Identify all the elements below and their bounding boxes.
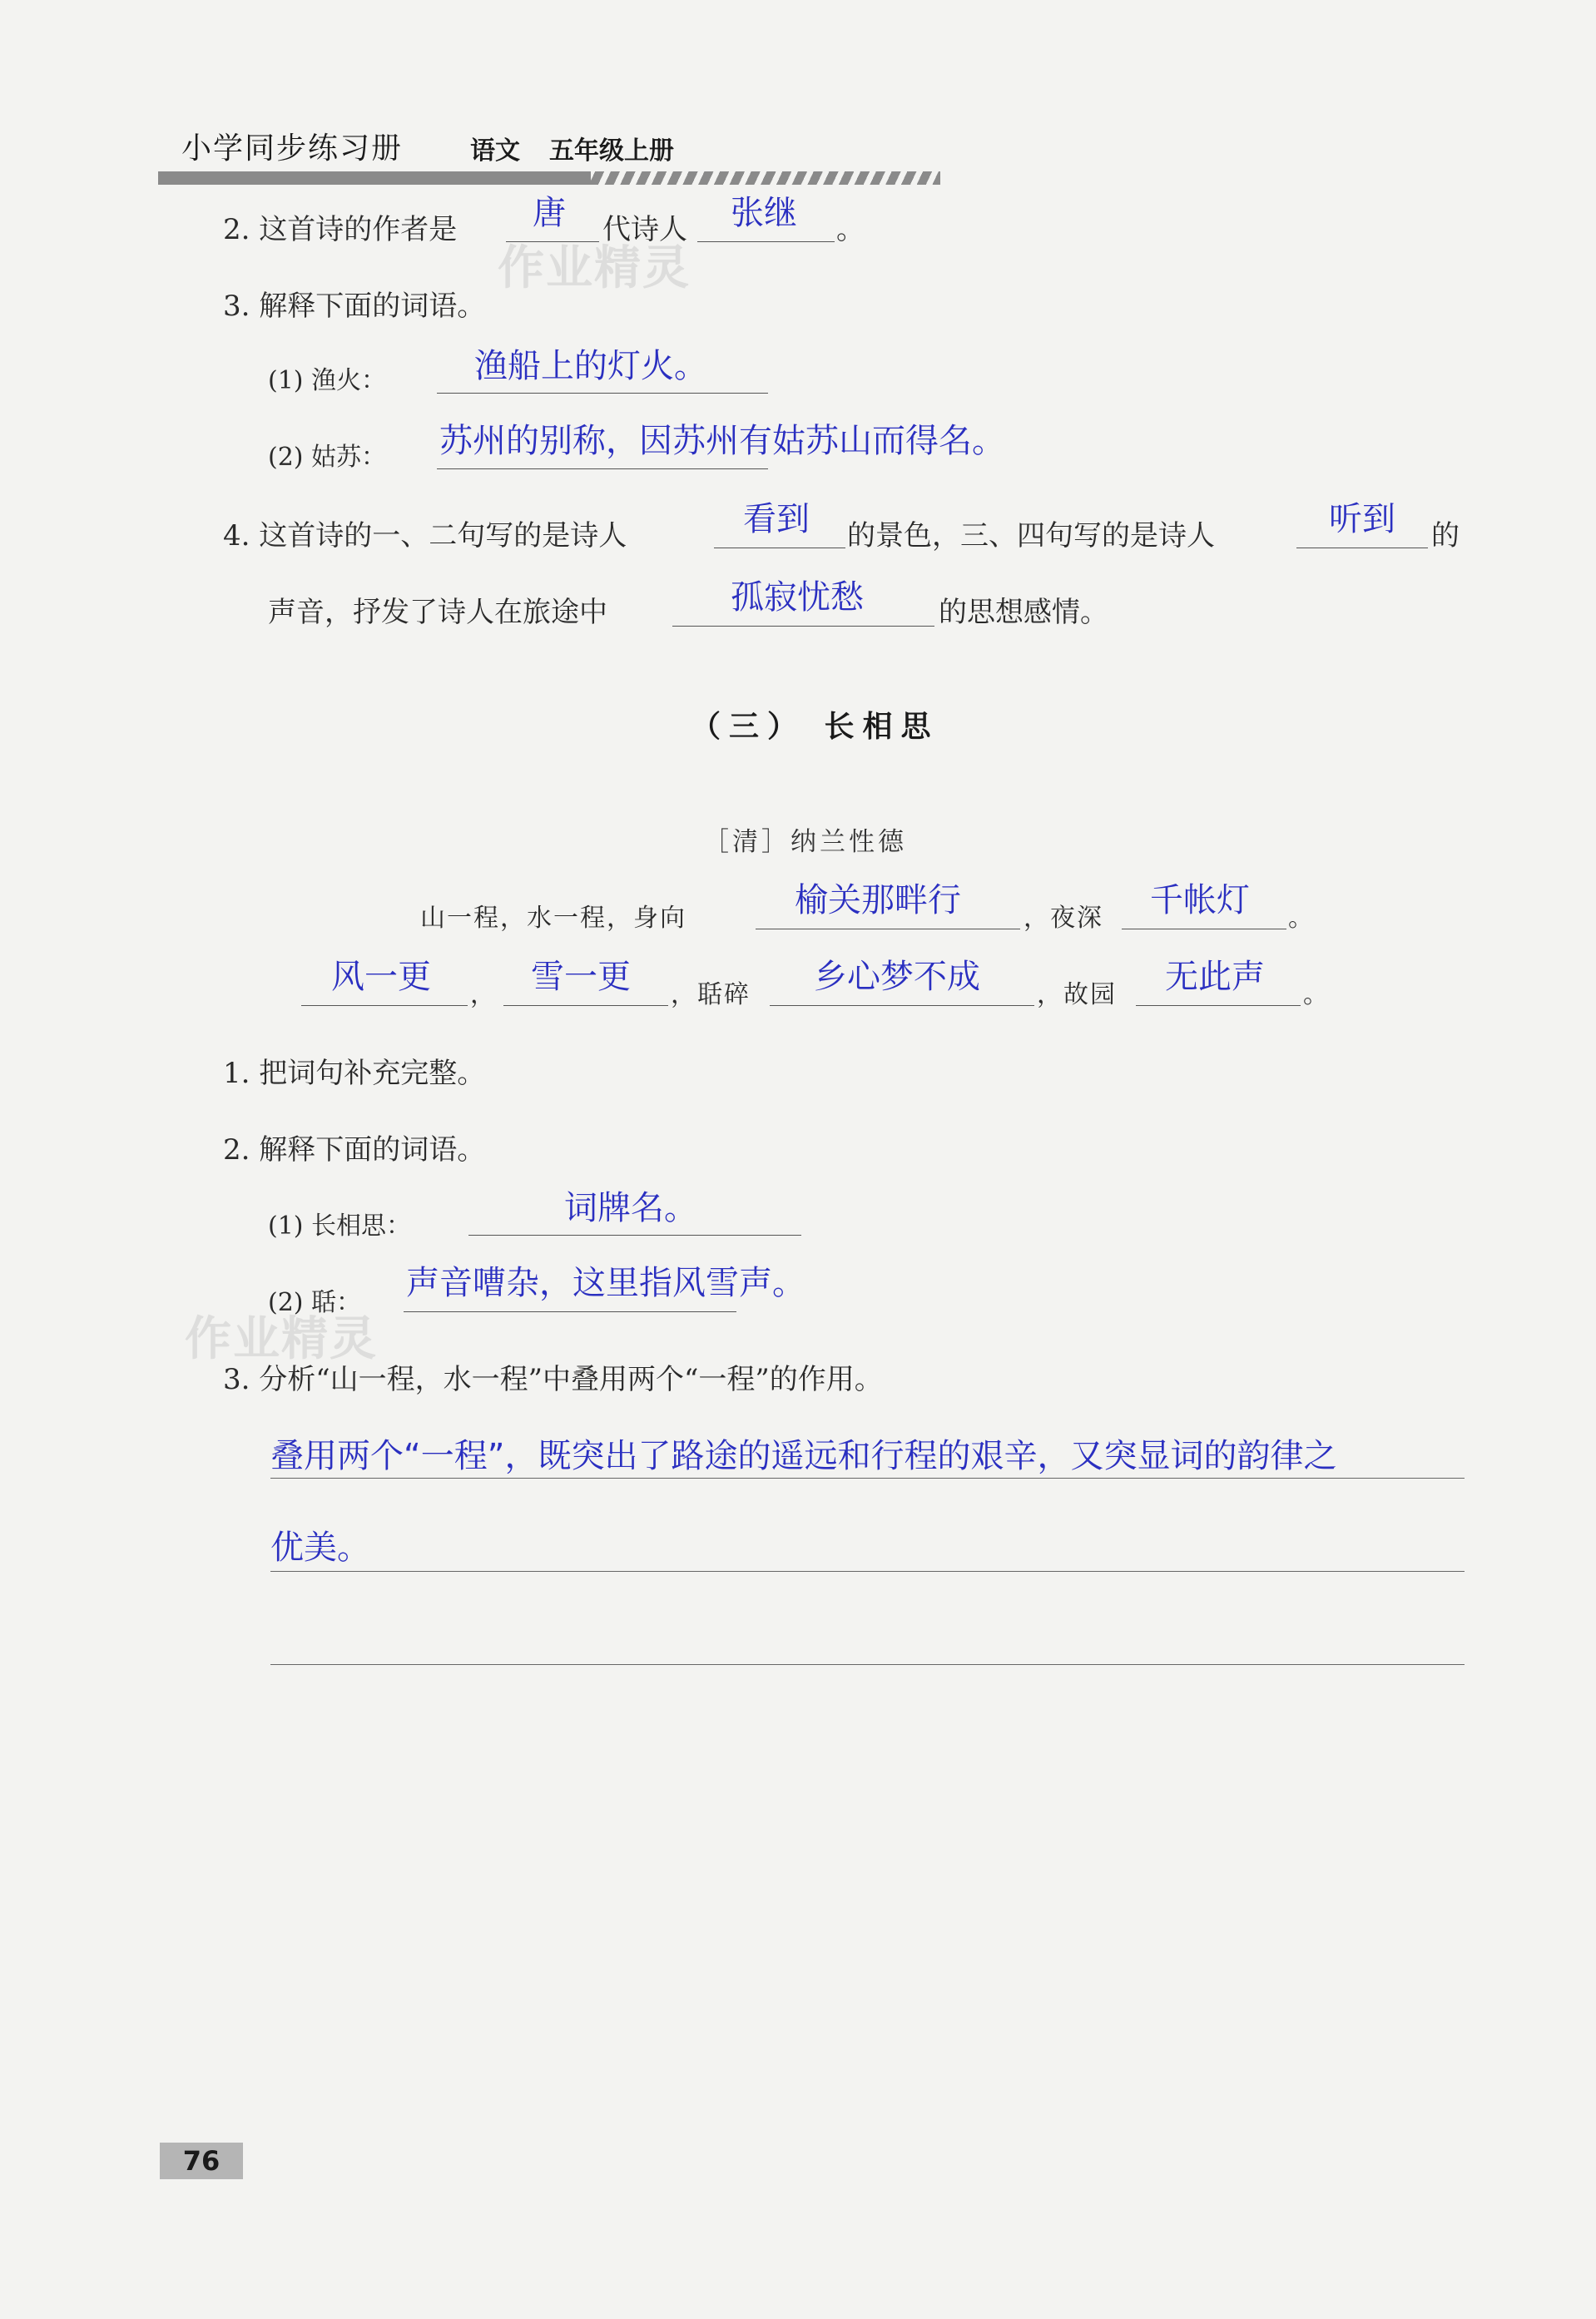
watermark: 作业精灵 <box>498 241 691 295</box>
answer-blank[interactable] <box>672 626 934 627</box>
poem-text: ，夜深 <box>1024 904 1103 933</box>
term-label: (1) 渔火： <box>268 366 387 395</box>
answer-text: 词牌名。 <box>564 1189 697 1227</box>
question-title: 3. 分析“山一程，水一程”中叠用两个“一程”的作用。 <box>223 1363 883 1396</box>
book-title: 小学同步练习册 <box>181 131 404 166</box>
section-heading: （三） 长相思 <box>691 709 939 744</box>
answer-blank[interactable] <box>404 1311 736 1312</box>
poem-author: ［清］纳兰性德 <box>703 827 907 857</box>
answer-text: 风一更 <box>331 958 431 996</box>
question-text: 的景色，三、四句写的是诗人 <box>847 519 1215 552</box>
answer-text: 叠用两个“一程”，既突出了路途的遥远和行程的艰辛，又突显词的韵律之 <box>270 1437 1337 1475</box>
term-label: (2) 聒： <box>268 1288 362 1317</box>
question-text: 的思想感情。 <box>939 596 1108 629</box>
poem-text: 。 <box>1288 904 1313 933</box>
question-text: 的 <box>1431 519 1460 552</box>
answer-blank[interactable] <box>468 1235 801 1236</box>
question-text: 2. 这首诗的作者是 <box>223 213 458 246</box>
question-text: 声音，抒发了诗人在旅途中 <box>268 596 607 629</box>
term-label: (2) 姑苏： <box>268 443 387 472</box>
page-number: 76 <box>160 2143 243 2179</box>
answer-blank[interactable] <box>503 1005 668 1006</box>
answer-blank[interactable] <box>437 393 768 394</box>
answer-text: 张继 <box>731 194 797 232</box>
poem-text: 。 <box>1303 980 1328 1009</box>
answer-text: 唐 <box>533 194 566 232</box>
question-title: 1. 把词句补充完整。 <box>223 1057 486 1090</box>
poem-text: 山一程，水一程，身向 <box>420 904 686 933</box>
answer-text: 千帐灯 <box>1150 881 1250 919</box>
answer-line[interactable] <box>270 1664 1465 1665</box>
answer-text: 无此声 <box>1165 958 1265 996</box>
question-text: 4. 这首诗的一、二句写的是诗人 <box>223 519 627 552</box>
answer-blank[interactable] <box>437 468 768 469</box>
poem-text: ，故园 <box>1037 980 1117 1009</box>
answer-text: 渔船上的灯火。 <box>474 347 707 385</box>
answer-blank[interactable] <box>301 1005 468 1006</box>
answer-blank[interactable] <box>1136 1005 1301 1006</box>
poem-text: ， <box>470 980 495 1009</box>
answer-text: 孤寂忧愁 <box>731 578 864 617</box>
answer-blank[interactable] <box>770 1005 1034 1006</box>
answer-text: 苏州的别称，因苏州有姑苏山而得名。 <box>439 422 1005 460</box>
question-title: 3. 解释下面的词语。 <box>223 290 486 323</box>
subject: 语文 <box>470 136 520 166</box>
question-text: 代诗人 <box>602 213 687 246</box>
answer-text: 榆关那畔行 <box>795 881 961 919</box>
answer-line[interactable] <box>270 1571 1465 1572</box>
answer-line[interactable] <box>270 1478 1465 1479</box>
header-divider-solid <box>158 171 591 185</box>
answer-text: 优美。 <box>270 1529 370 1567</box>
grade: 五年级上册 <box>549 136 674 166</box>
answer-blank[interactable] <box>697 241 835 242</box>
watermark: 作业精灵 <box>185 1312 378 1366</box>
poem-text: ，聒碎 <box>671 980 751 1009</box>
answer-blank[interactable] <box>506 241 599 242</box>
question-title: 2. 解释下面的词语。 <box>223 1133 486 1167</box>
answer-text: 声音嘈杂，这里指风雪声。 <box>406 1264 805 1302</box>
answer-text: 雪一更 <box>531 958 631 996</box>
answer-text: 乡心梦不成 <box>814 958 980 996</box>
question-text: 。 <box>836 213 865 246</box>
term-label: (1) 长相思： <box>268 1212 412 1241</box>
answer-text: 听到 <box>1329 500 1395 538</box>
answer-text: 看到 <box>743 500 810 538</box>
